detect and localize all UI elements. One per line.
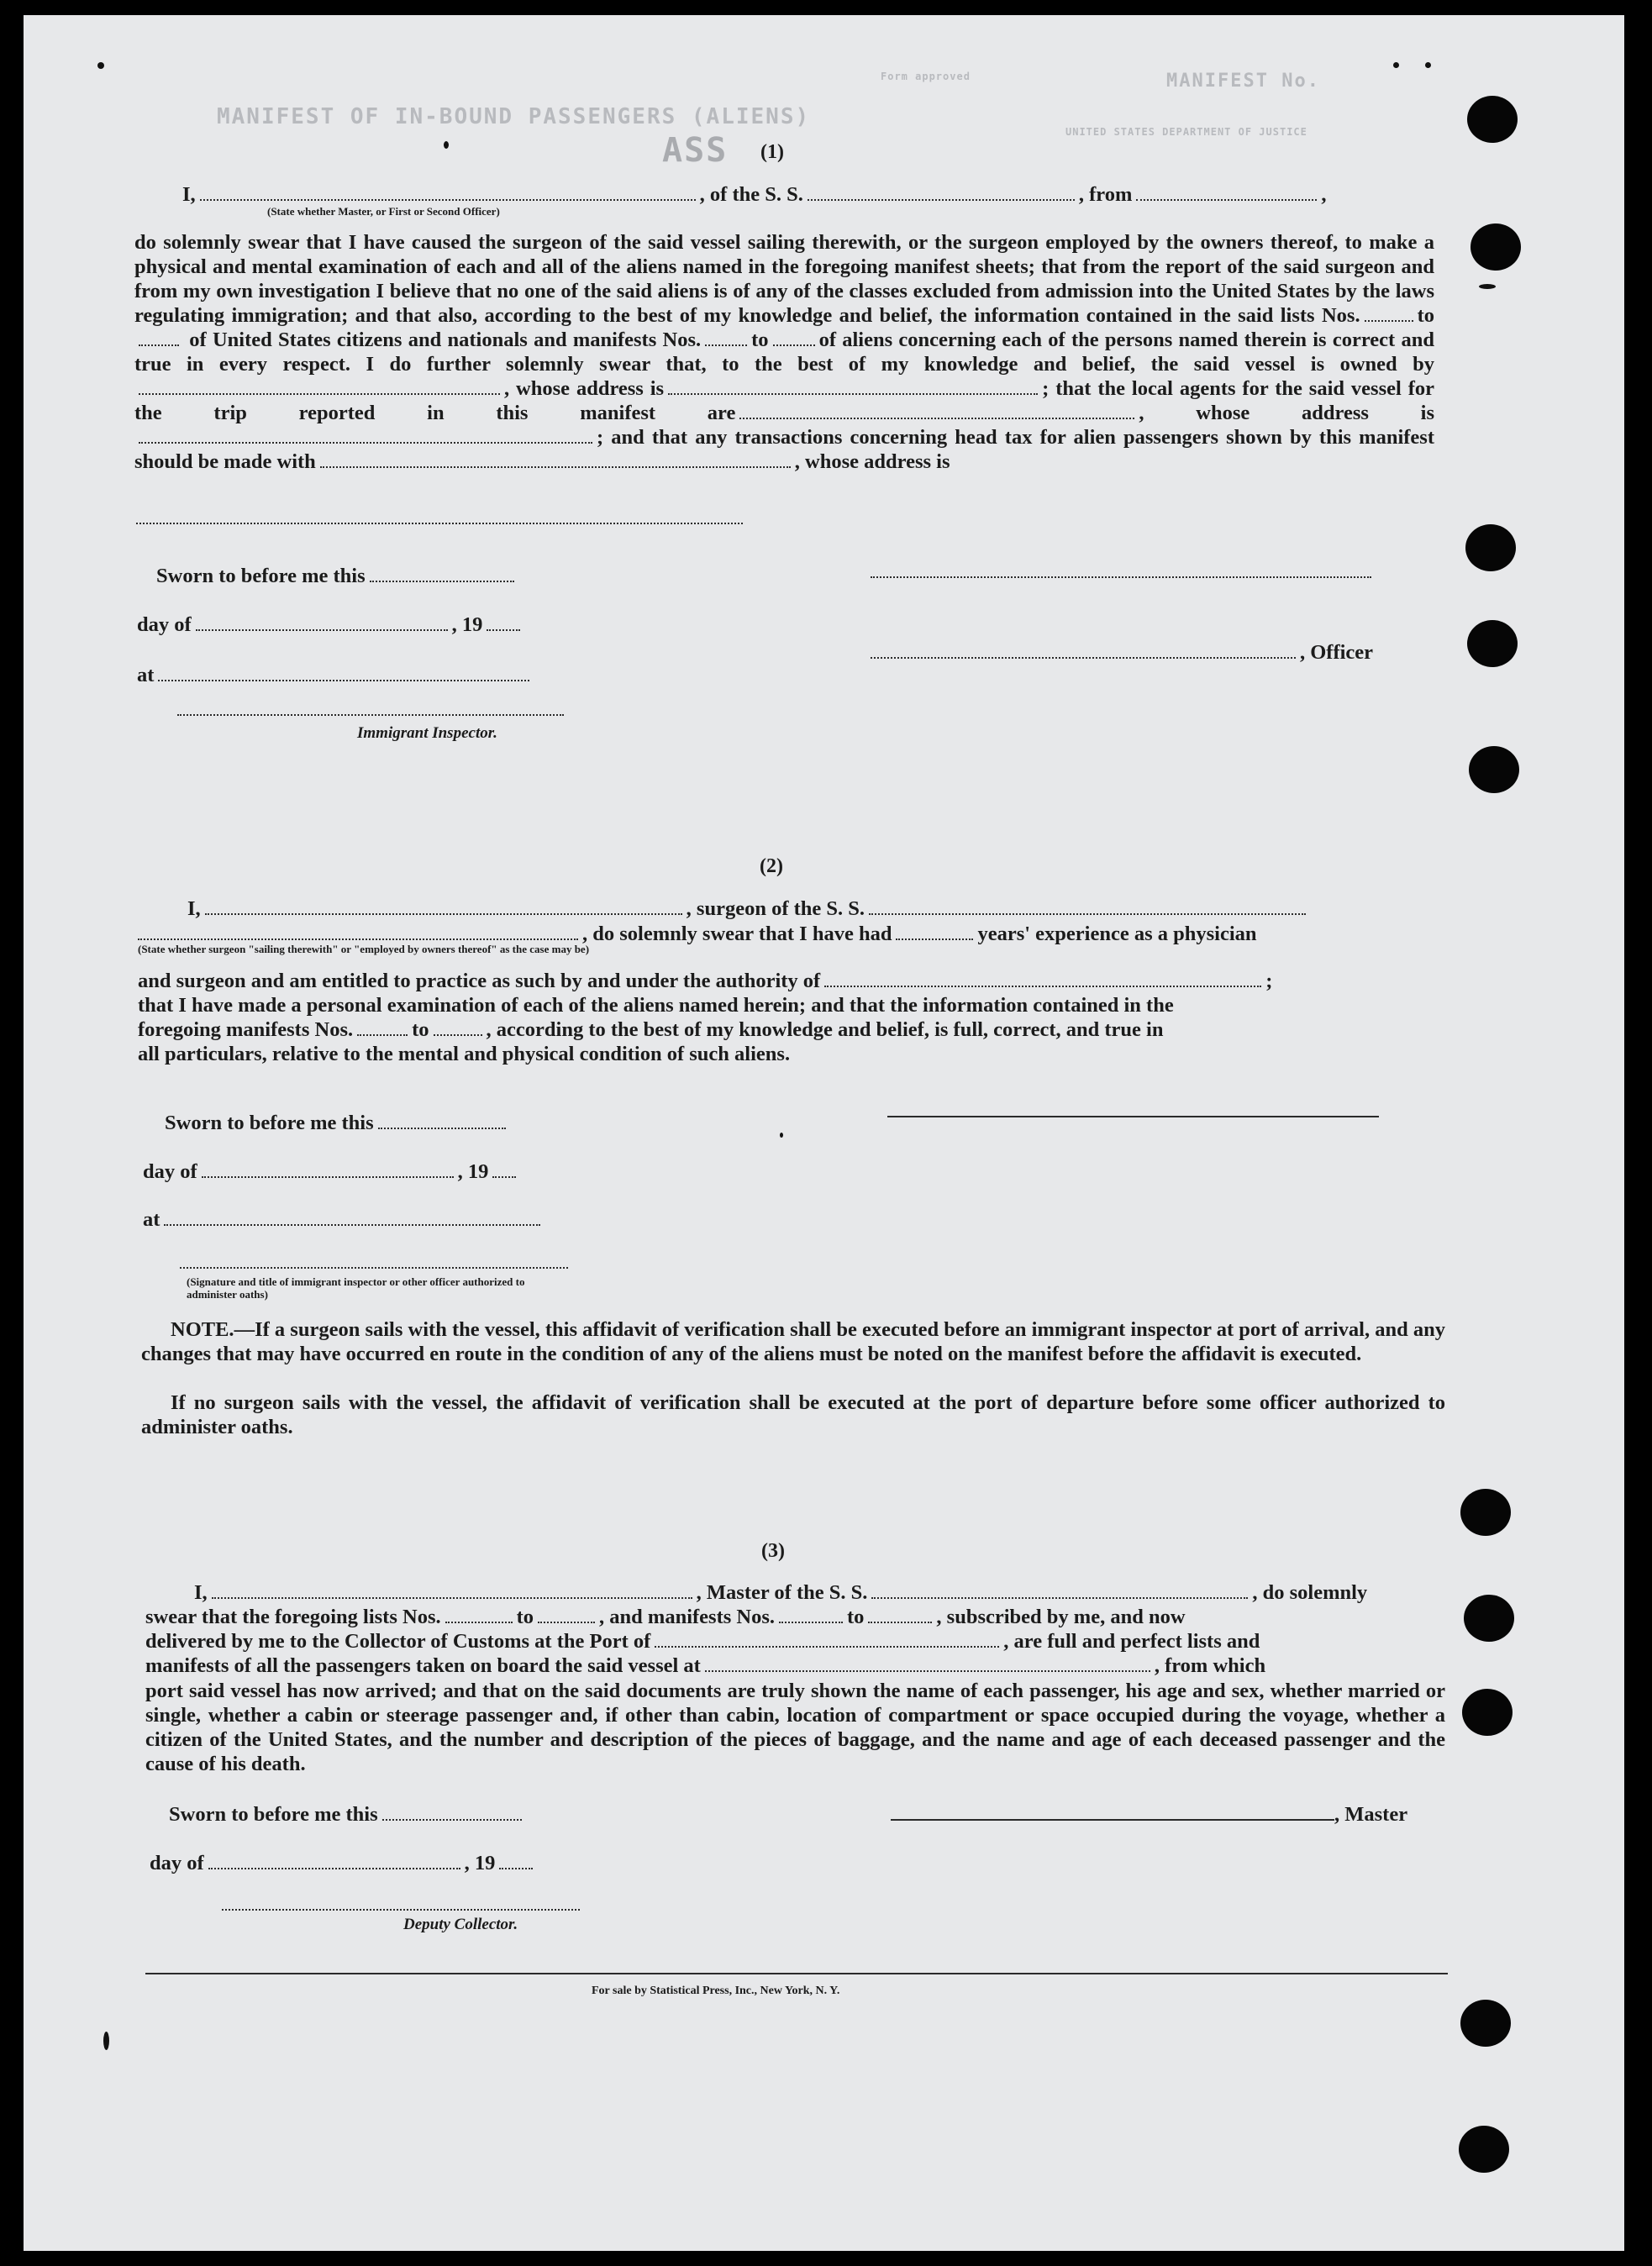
sec1-sworn-label: Sworn to before me this <box>156 565 366 587</box>
sec2-inspector-signature[interactable] <box>180 1267 568 1269</box>
sec1-to: to <box>1417 304 1434 327</box>
sec2-note-1: —If a surgeon sails with the vessel, this affidavit of verification shall be executed before an immigrant inspector at port of arrival, and any changes that may have occurred en route in the condition of any of the aliens must be noted on the manifest before the affidavit is executed. <box>141 1318 1445 1365</box>
sec3-sworn-blank[interactable] <box>382 1818 522 1821</box>
scan-speck <box>1393 62 1399 68</box>
sec3-delivered: delivered by me to the Collector of Customs at the Port of <box>145 1630 651 1653</box>
sec3-lists: swear that the foregoing lists Nos. <box>145 1606 441 1628</box>
scan-speck <box>103 2032 109 2050</box>
sec2-manifests-to-blank[interactable] <box>434 1033 482 1036</box>
punch-hole <box>1460 1489 1511 1536</box>
sec1-inspector-caption: Immigrant Inspector. <box>357 724 497 742</box>
punch-hole <box>1464 1595 1514 1642</box>
sec3-lists-from-blank[interactable] <box>445 1621 513 1623</box>
surgeon-name-blank[interactable] <box>205 912 682 915</box>
sec3-to: to <box>516 1606 534 1628</box>
authority-blank[interactable] <box>824 985 1261 987</box>
sec1-i: I, <box>182 183 196 206</box>
officer-name-blank[interactable] <box>200 198 696 201</box>
sec2-sworn <box>165 1112 510 1135</box>
sec2-authority: and surgeon and am entitled to practice as such by and under the authority of <box>138 970 821 992</box>
sec2-day <box>143 1160 520 1184</box>
punch-hole <box>1459 2126 1509 2173</box>
sec1-body-2: of United States citizens and nationals and manifests Nos. <box>189 329 702 351</box>
sec1-officer <box>871 641 1373 665</box>
sec2-swear: , do solemnly swear that I have had <box>582 923 892 945</box>
sec3-master-signature[interactable] <box>891 1819 1334 1821</box>
sec1-day-blank[interactable] <box>196 628 448 631</box>
sec1-at-blank[interactable] <box>158 679 529 681</box>
sec2-note <box>141 1317 1445 1366</box>
sec1-at <box>137 664 534 687</box>
sec2-sworn-label: Sworn to before me this <box>165 1112 374 1134</box>
footer-rule <box>145 1973 1448 1974</box>
sec3-manifests: , and manifests Nos. <box>599 1606 775 1628</box>
sec3-line-2 <box>145 1606 1186 1629</box>
punch-hole <box>1462 1689 1513 1736</box>
sec2-surgeon-of: , surgeon of the S. S. <box>686 897 865 920</box>
manifests-from-blank[interactable] <box>705 344 747 346</box>
sec2-i: I, <box>187 897 201 920</box>
sec3-full-lists: , are full and perfect lists and <box>1003 1630 1260 1653</box>
sec1-whose-address-2: whose address is <box>1196 402 1434 424</box>
sec1-at-label: at <box>137 664 155 686</box>
sec3-sworn <box>169 1803 526 1827</box>
manifest-page <box>24 15 1624 2251</box>
sec3-line-1 <box>194 1581 1367 1605</box>
sec2-line-4: that I have made a personal examination of each of the aliens named herein; and that the information contained in the <box>138 994 1174 1017</box>
sec1-semi: ; <box>1042 377 1050 400</box>
sec3-master-label: , Master <box>1334 1803 1408 1826</box>
sec2-surgeon-note: (State whether surgeon "sailing therewith" or "employed by owners thereof" as the case may be) <box>138 943 590 955</box>
sec3-from-which: , from which <box>1154 1654 1266 1677</box>
section-number-1: (1) <box>760 141 784 163</box>
sec1-of-ss: , of the S. S. <box>699 183 803 206</box>
sec2-vessel-blank[interactable] <box>869 912 1306 915</box>
scan-speck <box>1425 62 1431 68</box>
master-name-blank[interactable] <box>212 1596 692 1599</box>
ghost-form-left: Form approved <box>881 71 971 82</box>
sec2-line-1 <box>187 897 1310 921</box>
owner-blank[interactable] <box>139 392 500 395</box>
vessel-name-blank[interactable] <box>808 198 1075 201</box>
scan-speck <box>780 1133 783 1138</box>
sec3-taken-on-board: manifests of all the passengers taken on board the said vessel at <box>145 1654 701 1677</box>
sec3-master-of: , Master of the S. S. <box>696 1581 868 1604</box>
lists-to-blank[interactable] <box>139 344 179 346</box>
sec2-year-blank[interactable] <box>492 1175 516 1178</box>
sec1-year-blank[interactable] <box>487 628 520 631</box>
sec2-semi: ; <box>1265 970 1273 992</box>
punch-hole <box>1460 2000 1511 2047</box>
sec2-at-label: at <box>143 1208 160 1231</box>
sec1-sworn <box>156 565 518 588</box>
embark-port-blank[interactable] <box>705 1669 1150 1672</box>
sec2-day-blank[interactable] <box>202 1175 454 1178</box>
sec3-year-blank[interactable] <box>499 1867 533 1869</box>
manifests-to-blank[interactable] <box>773 344 815 346</box>
scan-speck <box>97 62 104 69</box>
sec2-manifests: foregoing manifests Nos. <box>138 1018 354 1041</box>
years-experience-blank[interactable] <box>896 938 973 940</box>
sec3-day-blank[interactable] <box>208 1867 460 1869</box>
sec3-day <box>150 1852 537 1875</box>
head-tax-address-blank[interactable] <box>136 523 743 524</box>
punch-hole <box>1469 746 1519 793</box>
sec2-line-5 <box>138 1018 1163 1042</box>
sec3-master <box>891 1803 1407 1827</box>
sec1-inspector-signature[interactable] <box>177 714 564 716</box>
section-number-3: (3) <box>761 1540 785 1562</box>
scan-speck <box>1479 284 1496 289</box>
sec2-years: years' experience as a physician <box>977 923 1257 945</box>
punch-hole <box>1467 96 1518 143</box>
local-agents-blank[interactable] <box>739 417 1134 419</box>
sec3-to-2: to <box>847 1606 865 1628</box>
sec1-day-label: day of <box>137 613 192 636</box>
ghost-stamp: ASS <box>662 131 729 170</box>
sec3-day-label: day of <box>150 1852 204 1874</box>
sec1-comma-2: , <box>1139 402 1144 424</box>
sec1-day <box>137 613 524 637</box>
sec3-swear: , do solemnly <box>1252 1581 1368 1604</box>
agents-address-blank[interactable] <box>139 441 592 444</box>
sec3-deputy-caption: Deputy Collector. <box>403 1916 518 1933</box>
head-tax-party-blank[interactable] <box>320 465 791 468</box>
sec3-lists-to-blank[interactable] <box>538 1621 595 1623</box>
sec3-year: , 19 <box>464 1852 496 1874</box>
sec2-note-2: If no surgeon sails with the vessel, the affidavit of verification shall be executed at the port of departure before some officer authorized to administer oaths. <box>141 1391 1445 1438</box>
sec1-whose-address-1: , whose address is <box>504 377 665 400</box>
sec1-year: , 19 <box>451 613 483 636</box>
punch-hole <box>1470 223 1521 271</box>
footer-printer: For sale by Statistical Press, Inc., New York, N. Y. <box>592 1985 840 1997</box>
sec1-officer-signature-top[interactable] <box>871 576 1371 578</box>
sec1-to-2: to <box>751 329 769 351</box>
ghost-title: MANIFEST OF IN-BOUND PASSENGERS (ALIENS) <box>217 104 811 129</box>
sec2-to: to <box>412 1018 429 1041</box>
sec2-note-head: NOTE. <box>171 1318 234 1341</box>
sec1-from: , from <box>1078 183 1133 206</box>
sec2-line-3 <box>138 970 1272 993</box>
sec1-sworn-blank[interactable] <box>370 580 514 582</box>
punch-hole <box>1467 620 1518 667</box>
surgeon-status-blank[interactable] <box>138 938 578 940</box>
sec2-at-blank[interactable] <box>164 1223 540 1226</box>
owner-address-blank[interactable] <box>668 392 1038 395</box>
scan-speck <box>444 141 449 149</box>
sec1-body-3: of aliens concerning each of the persons named therein is correct and true in every respect. I do further solemnly swear that, to the best of my knowledge and belief, the said vessel is owned by <box>134 329 1434 376</box>
sec1-officer-note: (State whether Master, or First or Second Officer) <box>267 205 500 218</box>
punch-hole <box>1465 524 1516 571</box>
lists-from-blank[interactable] <box>1365 319 1413 322</box>
sec3-line-4 <box>145 1654 1265 1678</box>
sec3-body: port said vessel has now arrived; and that on the said documents are truly shown the name of each passenger, his age and sex, whether married or single, whether a cabin or steerage passenger and, if other than cabin, location of compartment or space occupied during the voyage, whether a citizen of the United States, and the number and description of the pieces of baggage, and the name and age of each deceased passenger and the cause of his death. <box>145 1680 1445 1775</box>
ghost-manifest-no: MANIFEST No. <box>1166 71 1320 92</box>
sec2-line-6: all particulars, relative to the mental and physical condition of such aliens. <box>138 1043 791 1065</box>
sec2-year: , 19 <box>457 1160 489 1183</box>
sec1-body <box>134 230 1434 474</box>
sec2-surgeon-signature[interactable] <box>887 1116 1379 1117</box>
sec1-whose-address-3: , whose address is <box>794 450 950 473</box>
sec1-line-1 <box>182 183 1327 207</box>
sec1-officer-signature[interactable] <box>871 656 1296 659</box>
sec1-body-1: do solemnly swear that I have caused the surgeon of the said vessel sailing therewith, or the surgeon employed by the owners thereof, to make a physical and mental examination of each and all of the aliens named in the foregoing manifest sheets; that from the report of the said surgeon and from my own investigation I believe that no one of the said aliens is of any of the classes excluded from admission into the United States by the laws regulating immigration; and that also, according to the best of my knowledge and belief, the information contained in the said lists Nos. <box>134 231 1434 327</box>
from-port-blank[interactable] <box>1136 198 1317 201</box>
sec2-signature-note: (Signature and title of immigrant inspector or other officer authorized to administer oaths) <box>187 1275 525 1301</box>
sec2-at <box>143 1208 545 1232</box>
sec3-line-3 <box>145 1630 1260 1653</box>
sec3-manifests-from-blank[interactable] <box>779 1621 843 1623</box>
sec1-officer-label: , Officer <box>1300 641 1374 664</box>
sec3-manifests-to-blank[interactable] <box>868 1621 932 1623</box>
sec2-sworn-blank[interactable] <box>378 1127 506 1129</box>
sec2-manifests-from-blank[interactable] <box>357 1033 408 1036</box>
sec1-body-5: ; and that any transactions concerning head tax for alien passengers shown by this manifest should be made with <box>134 426 1434 473</box>
sec2-day-label: day of <box>143 1160 197 1183</box>
section-number-2: (2) <box>760 855 783 877</box>
sec3-i: I, <box>194 1581 208 1604</box>
sec3-vessel-blank[interactable] <box>871 1596 1248 1599</box>
sec1-comma: , <box>1321 183 1327 206</box>
sec1-body-4: that the local agents for the said vessel for the trip reported in this manifest are <box>134 377 1435 424</box>
sec3-sworn-label: Sworn to before me this <box>169 1803 378 1826</box>
sec3-deputy-signature[interactable] <box>222 1909 580 1911</box>
ghost-form-right: UNITED STATES DEPARTMENT OF JUSTICE <box>1065 126 1307 138</box>
sec2-according: , according to the best of my knowledge and belief, is full, correct, and true in <box>486 1018 1164 1041</box>
sec3-subscribed: , subscribed by me, and now <box>936 1606 1186 1628</box>
port-blank[interactable] <box>655 1645 999 1648</box>
